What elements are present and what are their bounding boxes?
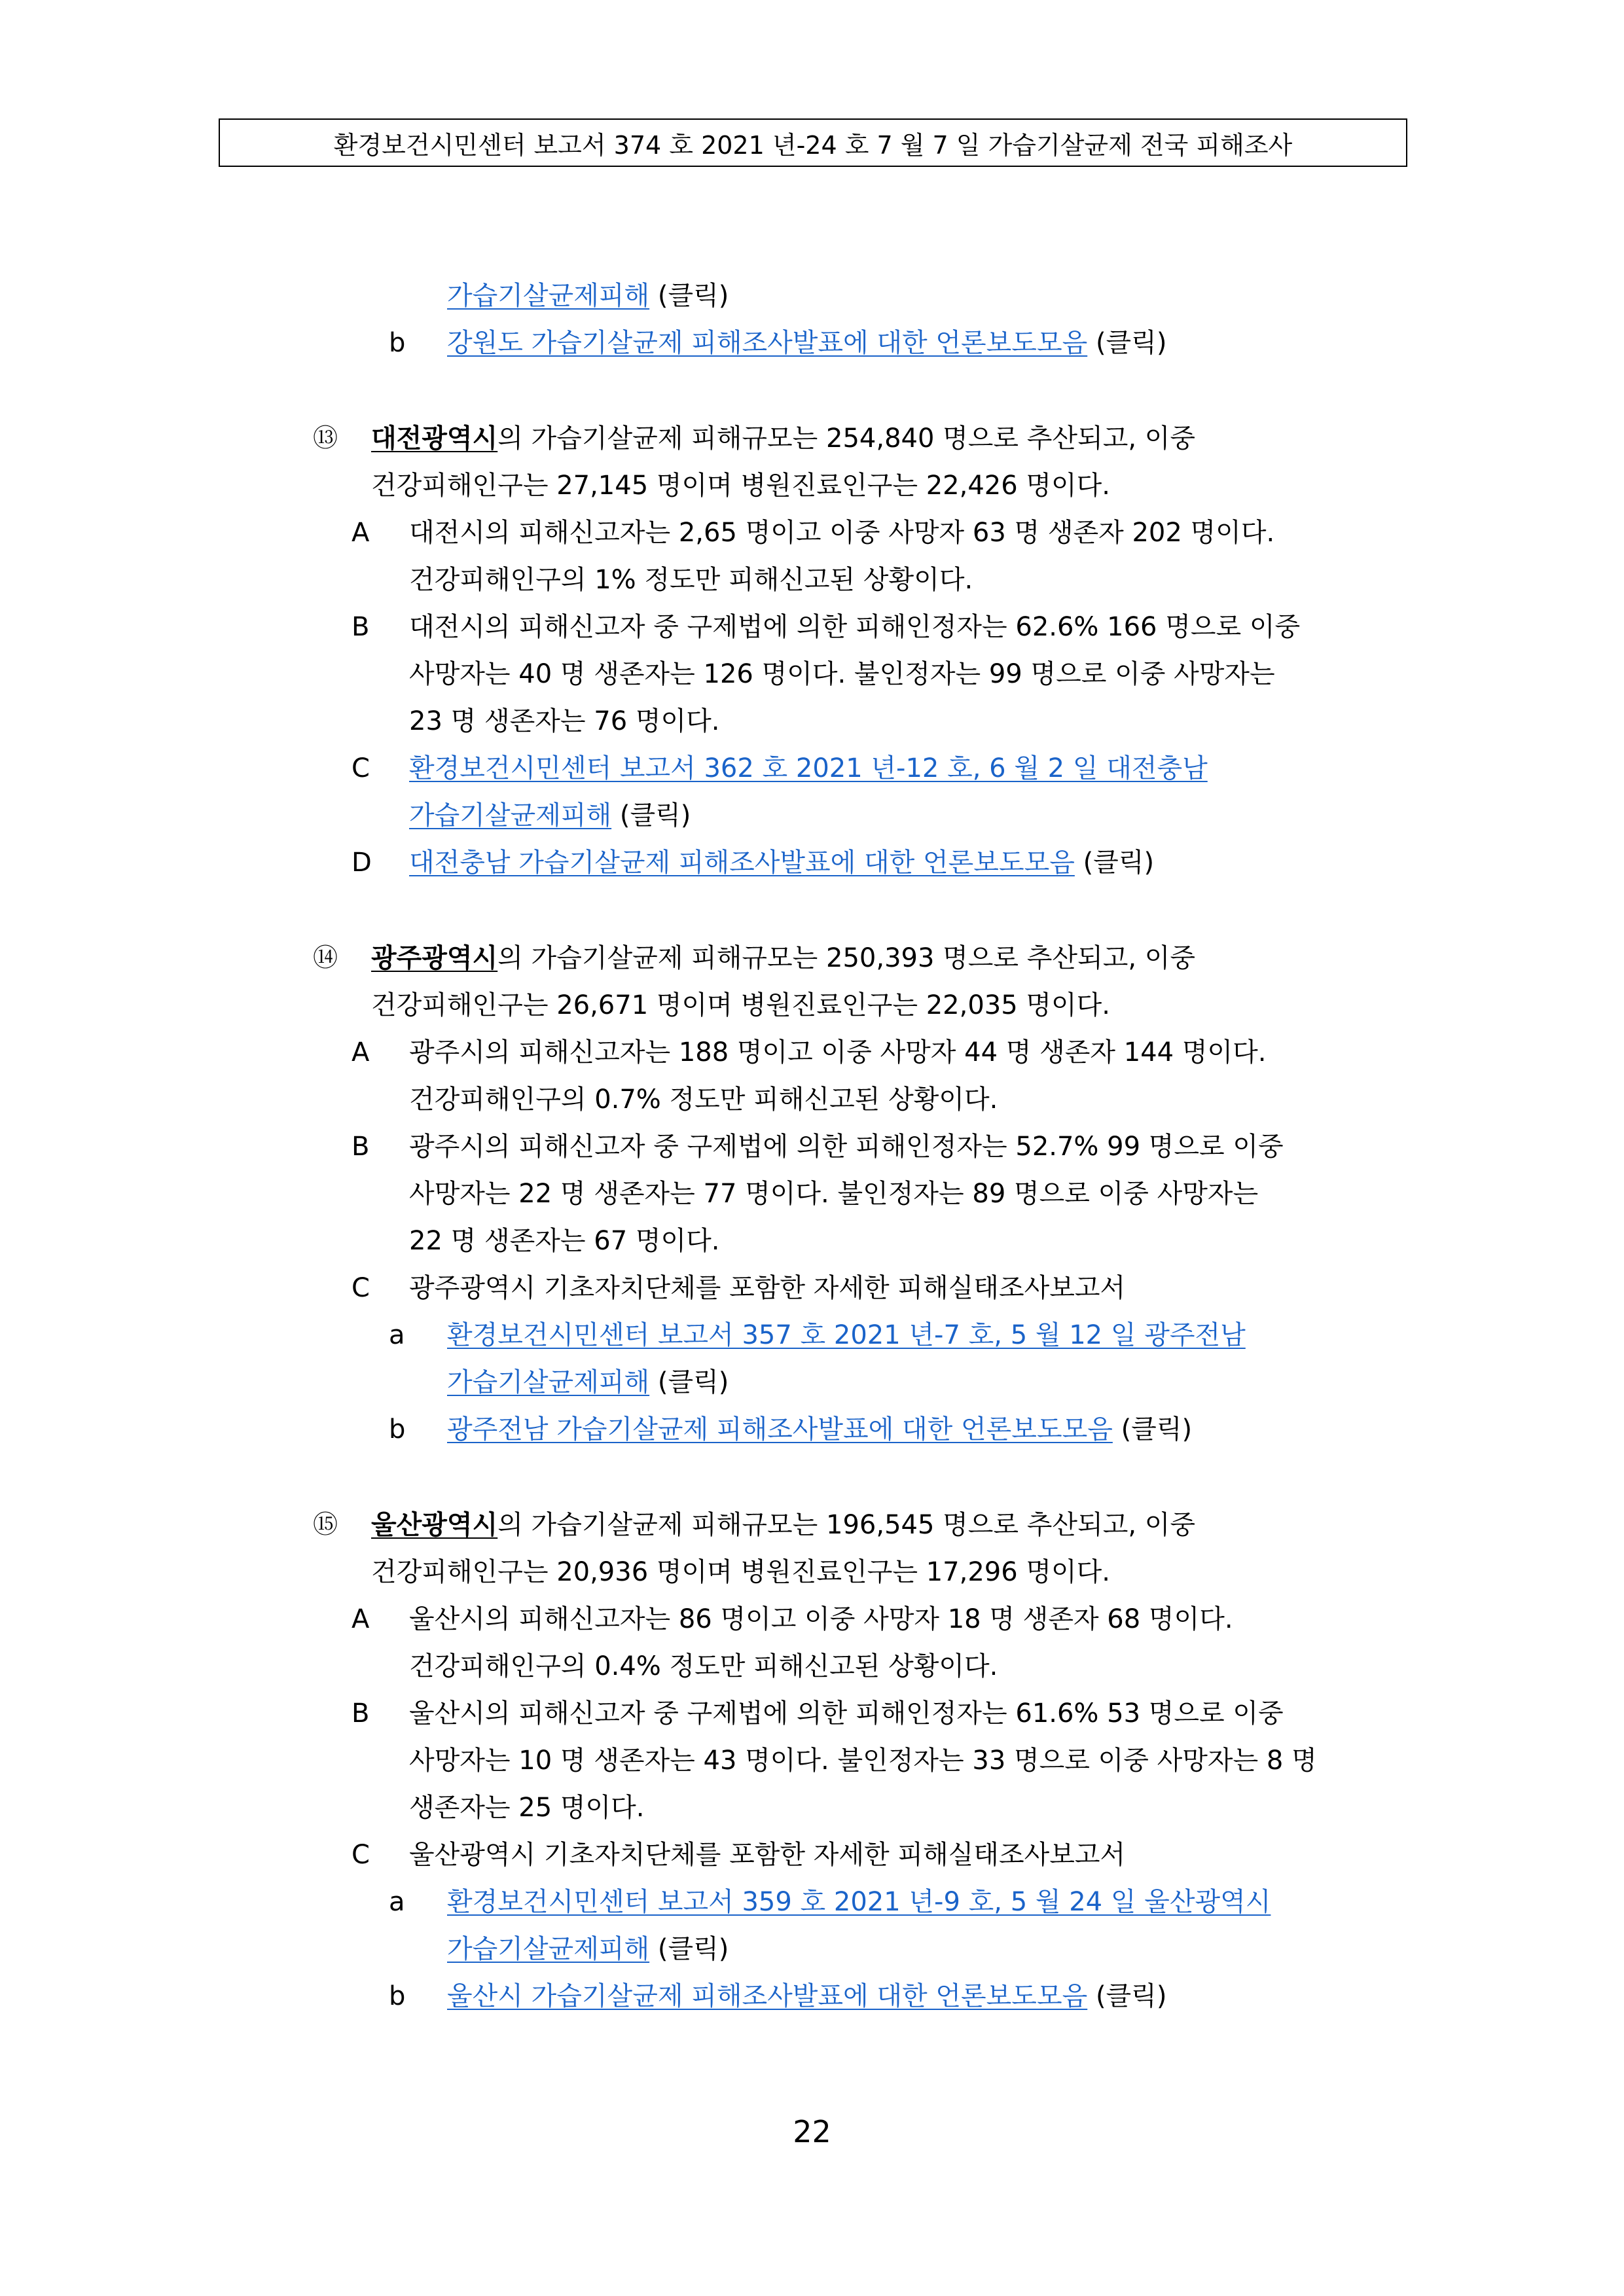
section-14-a-line-2 (447, 1369, 729, 1395)
top-news-link-line (447, 330, 1166, 356)
section-13-B-line-1: 대전시의 피해신고자 중 구제법에 의한 피해인정자는 62.6% 166 명으로 이중 (409, 612, 1301, 642)
daejeon-news-link[interactable]: 대전충남 가습기살균제 피해조사발표에 대한 언론보도모음 (409, 848, 1075, 878)
section-14-A-line-1: 광주시의 피해신고자는 188 명이고 이중 사망자 44 명 생존자 144 명이다. (409, 1037, 1267, 1067)
section-13-line-1 (371, 425, 1195, 452)
section-13-city: 대전광역시 (371, 423, 498, 454)
click-label: (클릭) (657, 1934, 729, 1964)
gangwon-news-link[interactable]: 강원도 가습기살균제 피해조사발표에 대한 언론보도모음 (447, 328, 1088, 358)
section-15-b-line (447, 1983, 1166, 2009)
click-label: (클릭) (657, 1367, 729, 1397)
section-14-b-line (447, 1416, 1192, 1443)
click-label: (클릭) (1095, 1981, 1167, 2011)
list-marker-B: B (352, 612, 370, 642)
gwangju-report-link[interactable]: 환경보건시민센터 보고서 357 호 2021 년-7 호, 5 월 12 일 광주전남 (447, 1320, 1246, 1350)
list-marker-C: C (352, 1840, 370, 1870)
section-14-C-line: 광주광역시 기초자치단체를 포함한 자세한 피해실태조사보고서 (409, 1273, 1126, 1303)
gwangju-report-link-continuation[interactable]: 가습기살균제피해 (447, 1367, 650, 1397)
list-marker-A: A (352, 1604, 370, 1634)
daejeon-report-link-continuation[interactable]: 가습기살균제피해 (409, 800, 612, 831)
list-marker-B: B (352, 1698, 370, 1729)
click-label: (클릭) (1095, 328, 1167, 358)
section-14-B-line-2: 사망자는 22 명 생존자는 77 명이다. 불인정자는 89 명으로 이중 사망자는 (409, 1179, 1259, 1209)
section-13-C-line-2 (409, 802, 691, 829)
section-15-C-line: 울산광역시 기초자치단체를 포함한 자세한 피해실태조사보고서 (409, 1840, 1126, 1870)
list-marker-b: b (389, 1414, 406, 1444)
section-14-A-line-2: 건강피해인구의 0.7% 정도만 피해신고된 상황이다. (409, 1085, 998, 1115)
report-header-title: 환경보건시민센터 보고서 374 호 2021 년-24 호 7 월 7 일 가습기살균제 전국 피해조사 (333, 130, 1293, 160)
section-14-line-2: 건강피해인구는 26,671 명이며 병원진료인구는 22,035 명이다. (371, 990, 1111, 1020)
list-marker-C: C (352, 1273, 370, 1303)
daejeon-report-link[interactable]: 환경보건시민센터 보고서 362 호 2021 년-12 호, 6 월 2 일 대전충남 (409, 753, 1208, 783)
gwangju-news-link[interactable]: 광주전남 가습기살균제 피해조사발표에 대한 언론보도모음 (447, 1414, 1113, 1444)
section-14-line-1 (371, 945, 1195, 971)
section-14-line-1-text: 의 가습기살균제 피해규모는 250,393 명으로 추산되고, 이중 (497, 943, 1196, 973)
section-15-line-2: 건강피해인구는 20,936 명이며 병원진료인구는 17,296 명이다. (371, 1557, 1111, 1587)
section-15-B-line-3: 생존자는 25 명이다. (409, 1793, 645, 1823)
section-15-B-line-1: 울산시의 피해신고자 중 구제법에 의한 피해인정자는 61.6% 53 명으로 이중 (409, 1698, 1284, 1729)
section-number-14: ⑭ (313, 943, 338, 972)
click-label: (클릭) (619, 800, 691, 831)
list-marker-b: b (389, 1981, 406, 2011)
section-15-A-line-2: 건강피해인구의 0.4% 정도만 피해신고된 상황이다. (409, 1651, 998, 1681)
ulsan-report-link-continuation[interactable]: 가습기살균제피해 (447, 1934, 650, 1964)
list-marker-B: B (352, 1132, 370, 1162)
report-header (219, 118, 1407, 167)
section-15-a-line-1 (447, 1889, 1271, 1915)
section-13-line-2: 건강피해인구는 27,145 명이며 병원진료인구는 22,426 명이다. (371, 471, 1111, 501)
section-15-B-line-2: 사망자는 10 명 생존자는 43 명이다. 불인정자는 33 명으로 이중 사망자는 8 명 (409, 1746, 1317, 1776)
section-15-A-line-1: 울산시의 피해신고자는 86 명이고 이중 사망자 18 명 생존자 68 명이다. (409, 1604, 1233, 1634)
section-14-B-line-1: 광주시의 피해신고자 중 구제법에 의한 피해인정자는 52.7% 99 명으로 이중 (409, 1132, 1284, 1162)
list-marker-b: b (389, 328, 406, 358)
ulsan-news-link[interactable]: 울산시 가습기살균제 피해조사발표에 대한 언론보도모음 (447, 1981, 1088, 2011)
list-marker-D: D (352, 848, 372, 878)
click-label: (클릭) (657, 281, 729, 311)
section-number-13: ⑬ (313, 423, 338, 452)
section-13-B-line-2: 사망자는 40 명 생존자는 126 명이다. 불인정자는 99 명으로 이중 사망자는 (409, 659, 1275, 689)
list-marker-C: C (352, 753, 370, 783)
section-13-C-line-1 (409, 755, 1208, 781)
list-marker-a: a (389, 1320, 405, 1350)
section-13-A-line-2: 건강피해인구의 1% 정도만 피해신고된 상황이다. (409, 565, 973, 595)
ulsan-report-link[interactable]: 환경보건시민센터 보고서 359 호 2021 년-9 호, 5 월 24 일 울산광역시 (447, 1887, 1271, 1917)
section-15-line-1-text: 의 가습기살균제 피해규모는 196,545 명으로 추산되고, 이중 (497, 1510, 1196, 1540)
click-label: (클릭) (1121, 1414, 1193, 1444)
section-13-A-line-1: 대전시의 피해신고자는 2,65 명이고 이중 사망자 63 명 생존자 202 명이다. (409, 518, 1275, 548)
page-number: 22 (793, 2114, 831, 2149)
click-label: (클릭) (1083, 848, 1155, 878)
top-report-link-continuation[interactable]: 가습기살균제피해 (447, 281, 650, 311)
section-15-city: 울산광역시 (371, 1510, 498, 1540)
section-15-a-line-2 (447, 1936, 729, 1962)
section-13-D-line (409, 850, 1154, 876)
section-15-line-1 (371, 1512, 1195, 1538)
list-marker-A: A (352, 518, 370, 548)
section-14-city: 광주광역시 (371, 943, 498, 973)
list-marker-a: a (389, 1887, 405, 1917)
list-marker-A: A (352, 1037, 370, 1067)
section-14-B-line-3: 22 명 생존자는 67 명이다. (409, 1226, 720, 1256)
section-14-a-line-1 (447, 1322, 1246, 1348)
top-link-continuation-line (447, 283, 729, 309)
section-13-line-1-text: 의 가습기살균제 피해규모는 254,840 명으로 추산되고, 이중 (497, 423, 1196, 454)
section-13-B-line-3: 23 명 생존자는 76 명이다. (409, 706, 720, 736)
section-number-15: ⑮ (313, 1510, 338, 1539)
